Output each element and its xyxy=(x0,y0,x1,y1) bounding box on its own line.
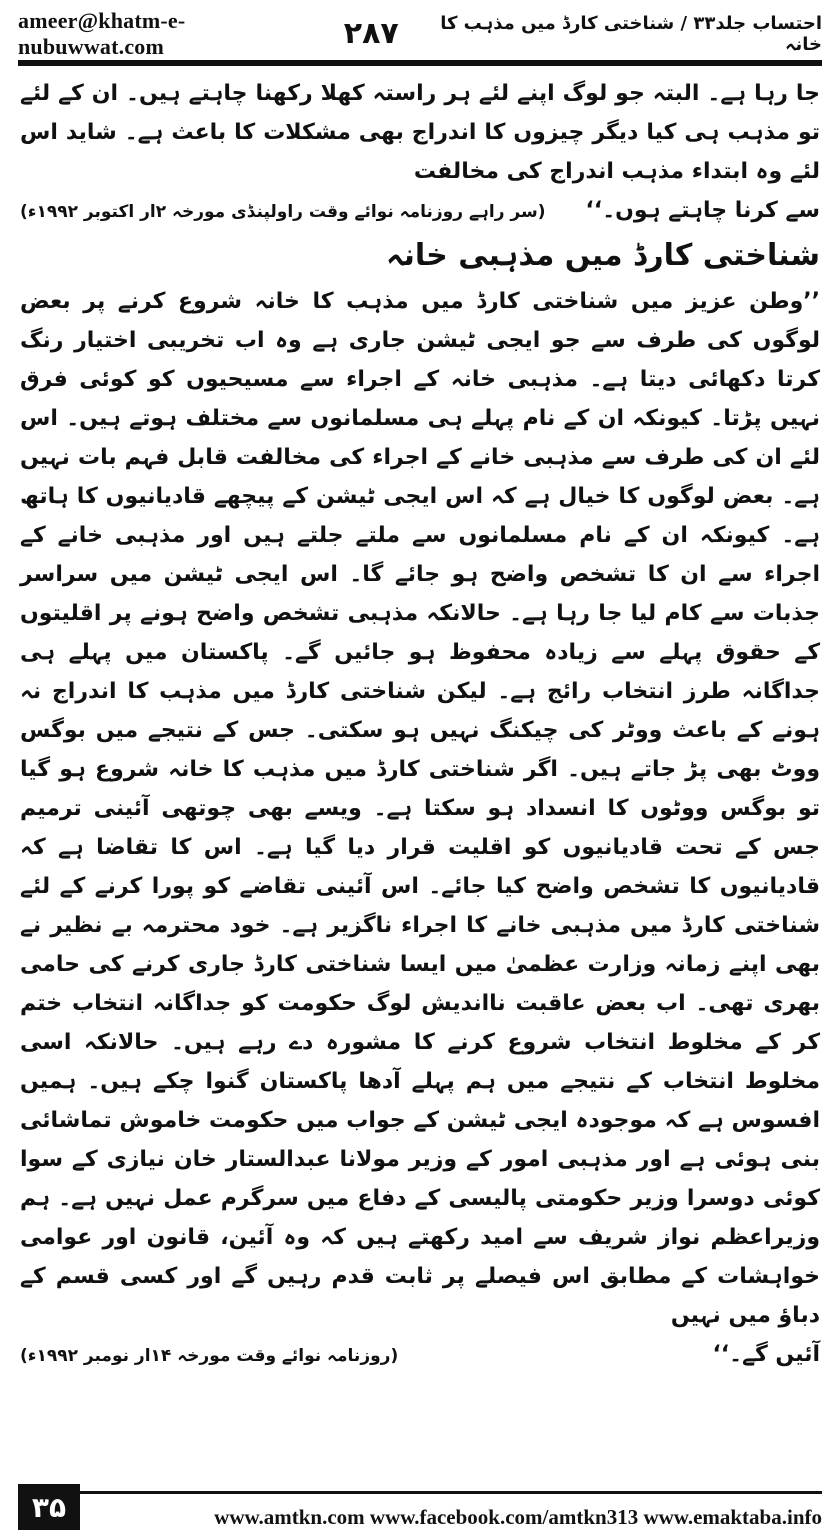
footer-page-number: ۳۵ xyxy=(18,1484,80,1530)
citation-2: (روزنامہ نوائے وقت مورخہ ۱۴ار نومبر ۱۹۹۲ء) xyxy=(20,1346,399,1366)
paragraph-1-last-line: سے کرنا چاہتے ہوں۔‘‘ xyxy=(585,198,820,223)
header-divider xyxy=(18,60,822,66)
paragraph-2: ’’وطن عزیز میں شناختی کارڈ میں مذہب کا خانہ شروع کرنے پر بعض لوگوں کی طرف سے جو ایجی ٹیشن جاری ہے وہ اب تخریبی اختیار رنگ کرتا دکھائی دیتا ہے۔ مذہبی خانہ کے اجراء سے مسیحیوں کو کوئی فرق نہیں پڑتا۔ کیونکہ ان کے نام پہلے ہی مسلمانوں سے مختلف ہوتے ہیں۔ اس لئے ان کی طرف سے مذہبی خانے کے اجراء کی مخالفت قابل فہم بات نہیں ہے۔ بعض لوگوں کا خیال ہے کہ اس ایجی ٹیشن کے پیچھے قادیانیوں کا ہاتھ ہے۔ کیونکہ ان کے نام مسلمانوں سے ملتے جلتے ہیں اور مذہبی خانے کے اجراء سے ان کا تشخص واضح ہو جائے گا۔ اس ایجی ٹیشن میں سراسر جذبات سے کام لیا جا رہا ہے۔ حالانکہ مذہبی تشخص واضح ہونے پر اقلیتوں کے حقوق پہلے سے زیادہ محفوظ ہو جائیں گے۔ پاکستان میں پہلے ہی جداگانہ طرز انتخاب رائج ہے۔ لیکن شناختی کارڈ میں مذہب کا اندراج نہ ہونے کے باعث ووٹر کی چیکنگ نہیں ہو سکتی۔ جس کے نتیجے میں بوگس ووٹ بھی پڑ جاتے ہیں۔ اگر شناختی کارڈ میں مذہب کا خانہ شروع ہو گیا تو بوگس ووٹوں کا انسداد ہو سکتا ہے۔ ویسے بھی چوتھی آئینی ترمیم جس کے تحت قادیانیوں کو اقلیت قرار دیا گیا ہے۔ اس کا تقاضا ہے کہ قادیانیوں کا تشخص واضح کیا جائے۔ اس آئینی تقاضے کو پورا کرنے کے لئے شناختی کارڈ میں مذہبی خانے کا اجراء ناگزیر ہے۔ خود محترمہ بے نظیر نے بھی اپنے زمانہ وزارت عظمیٰ میں ایسا شناختی کارڈ جاری کرنے کی حامی بھری تھی۔ اب بعض عاقبت نااندیش لوگ حکومت کو جداگانہ انتخاب ختم کر کے مخلوط انتخاب شروع کرنے کا مشورہ دے رہے ہیں۔ حالانکہ اسی مخلوط انتخاب کے نتیجے میں ہم پہلے آدھا پاکستان گنوا چکے ہیں۔ ہمیں افسوس ہے کہ موجودہ ایجی ٹیشن کے جواب میں حکومت خاموش تماشائی بنی ہوئی ہے اور مذہبی امور کے وزیر مولانا عبدالستار خان نیازی کے سوا کوئی دوسرا وزیر حکومتی پالیسی کے دفاع میں سرگرم عمل نہیں ہے۔ ہم وزیراعظم نواز شریف سے امید رکھتے ہیں کہ وہ آئین، قانون اور عوامی خواہشات کے مطابق اس فیصلے پر ثابت قدم رہیں گے اور کسی قسم کے دباؤ میں نہیں xyxy=(20,289,820,1328)
paragraph-1: جا رہا ہے۔ البتہ جو لوگ اپنے لئے ہر راستہ کھلا رکھنا چاہتے ہیں۔ ان کے لئے تو مذہب ہی کیا دیگر چیزوں کا اندراج بھی مشکلات کا باعث ہے۔ شاید اس لئے وہ ابتداء مذہب اندراج کی مخالفت xyxy=(20,81,820,184)
paragraph-1-closing-line xyxy=(20,191,820,232)
footer-urls: www.amtkn.com www.facebook.com/amtkn313 www.emaktaba.info xyxy=(214,1505,822,1529)
citation-1: (سر راہے روزنامہ نوائے وقت راولپنڈی مورخہ ۲ار اکتوبر ۱۹۹۲ء) xyxy=(20,202,546,222)
page-header xyxy=(18,8,822,59)
header-email: ameer@khatm-e-nubuwwat.com xyxy=(18,8,186,59)
page-body xyxy=(20,74,820,1376)
header-left-group xyxy=(18,8,399,60)
paragraph-2-closing-line xyxy=(20,1335,820,1376)
page-footer xyxy=(0,1482,840,1540)
header-running-title: احتساب جلد۳۳ / شناختی کارڈ میں مذہب کا خانہ xyxy=(440,13,822,55)
paragraph-2-last-line: آئیں گے۔‘‘ xyxy=(712,1342,820,1367)
section-heading: شناختی کارڈ میں مذہبی خانہ xyxy=(386,238,820,273)
footer-divider xyxy=(80,1491,822,1494)
header-page-number: ۲۸۷ xyxy=(343,16,399,51)
